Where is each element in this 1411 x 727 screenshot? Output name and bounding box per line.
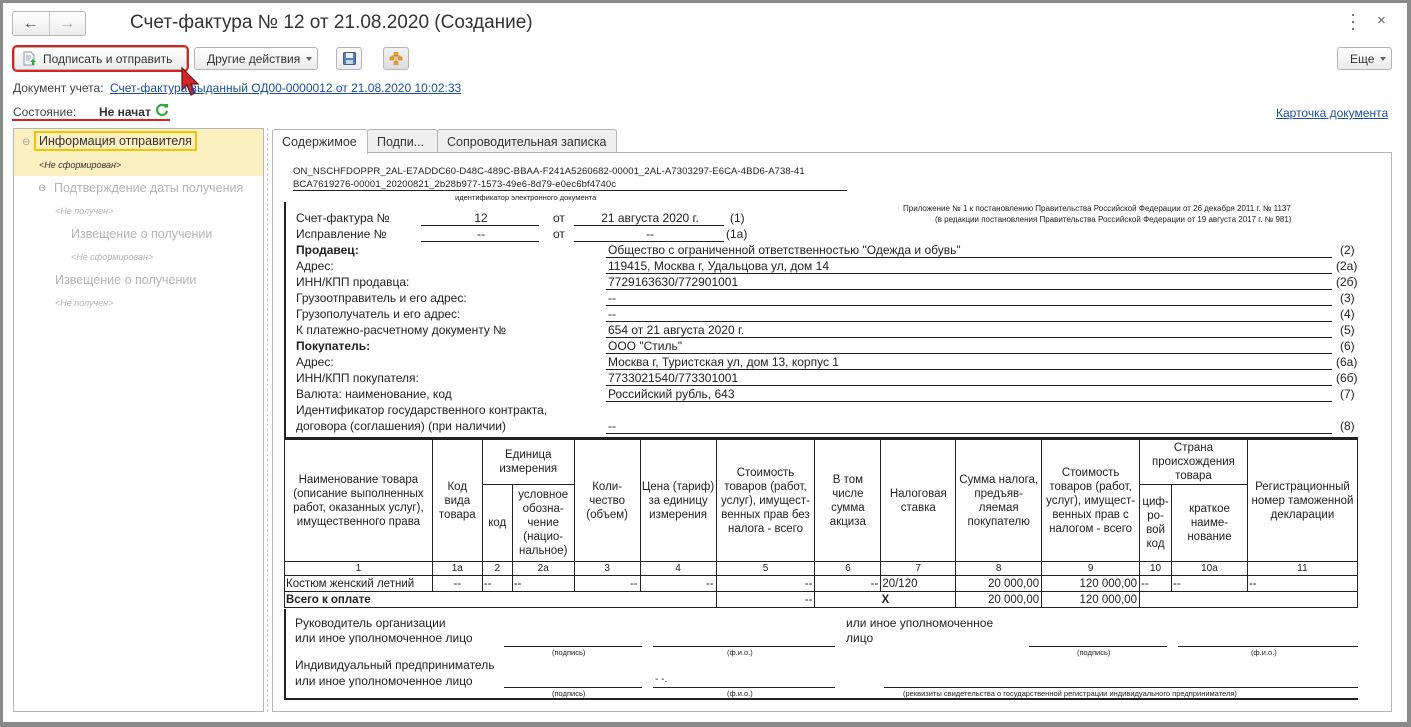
header-customs-declaration: Регистрационный номер таможенной декларации	[1247, 440, 1357, 562]
more-menu-icon[interactable]	[1350, 14, 1356, 30]
tab-cover-note[interactable]: Сопроводительная записка	[437, 129, 617, 153]
close-button[interactable]: ×	[1377, 12, 1386, 29]
column-number: 5	[716, 562, 815, 576]
contract-value: --	[606, 419, 1332, 434]
header-kind-code: Код вида товара	[432, 440, 482, 562]
tree-item-status: <Не получен>	[55, 298, 114, 308]
cell-tax-rate: 20/120	[881, 576, 956, 592]
accountant-label-line1: или иное уполномоченное	[846, 616, 994, 630]
sign-frame-left	[284, 609, 286, 700]
column-number: 8	[956, 562, 1042, 576]
cell-price: --	[640, 576, 716, 592]
accounting-document-label: Документ учета:	[13, 81, 104, 95]
field-label: Продавец:	[296, 243, 359, 257]
arrow-right-icon: →	[59, 14, 76, 32]
column-numbers-row	[285, 562, 1358, 576]
header-cost-without-tax: Стоимость товаров (работ, услуг), имущест-венных прав без налога - всего	[716, 440, 815, 562]
document-id-line2: BCA7619276-00001_20200821_2b28b977-1573-49e6-8d79-e0ec6bf4740c	[293, 179, 847, 191]
field-code: (2)	[1340, 243, 1355, 257]
sign-and-send-label: Подписать и отправить	[43, 51, 173, 66]
tree-item-receipt-notice[interactable]: Извещение о получении	[71, 227, 213, 241]
more-button[interactable]	[1337, 47, 1392, 70]
field-code: (6)	[1340, 339, 1355, 353]
cell-unit-name: --	[512, 576, 574, 592]
head-label-line2: или иное уполномоченное лицо	[295, 631, 473, 645]
cell-total: 120 000,00	[1042, 576, 1140, 592]
save-button[interactable]	[336, 47, 362, 70]
accountant-fio-line	[1178, 646, 1358, 647]
tree-item-sender-info[interactable]: Информация отправителя	[34, 131, 197, 151]
header-country-name: краткое наиме-нование	[1172, 485, 1248, 562]
field-code: (7)	[1340, 387, 1355, 401]
cell-tax-amount: 20 000,00	[956, 576, 1042, 592]
table-header-row	[285, 440, 1358, 485]
header-unit: Единица измерения	[482, 440, 574, 485]
document-id-caption: идентификатор электронного документа	[455, 193, 597, 202]
column-number: 4	[640, 562, 716, 576]
hierarchy-icon	[389, 52, 403, 65]
header-excise: В том числе сумма акциза	[815, 440, 881, 562]
field-value: --	[606, 307, 1332, 322]
table-row	[285, 576, 1358, 592]
chevron-down-icon	[1380, 57, 1386, 61]
refresh-icon[interactable]	[155, 103, 169, 117]
document-id-line1: ON_NSCHFDOPPR_2AL-E7ADDC60-D48C-489C-BBAA-F241A5260682-00001_2AL-A7303297-E6CA-4BD6-A738-41	[293, 166, 805, 177]
total-empty	[1140, 592, 1358, 608]
field-code: (6а)	[1336, 355, 1358, 369]
column-number: 7	[881, 562, 956, 576]
column-number: 1а	[432, 562, 482, 576]
invoice-no-value: 12	[421, 211, 539, 226]
invoice-frame-bottom	[284, 698, 1358, 700]
more-label: Еще	[1350, 51, 1375, 66]
column-number: 10а	[1172, 562, 1248, 576]
column-number: 2	[482, 562, 512, 576]
correction-from-label: от	[553, 227, 565, 241]
other-actions-label: Другие действия	[207, 51, 301, 66]
document-card-link[interactable]: Карточка документа	[1276, 106, 1389, 120]
column-number: 9	[1042, 562, 1140, 576]
ip-fio-value: - -.	[655, 674, 668, 685]
invoice-date-value: 21 августа 2020 г.	[574, 211, 724, 226]
field-label: Валюта: наименование, код	[296, 387, 452, 401]
cell-excise: --	[815, 576, 881, 592]
cell-quantity: --	[574, 576, 640, 592]
column-number: 10	[1140, 562, 1172, 576]
field-value: 654 от 21 августа 2020 г.	[606, 323, 1332, 338]
head-fio-caption: (ф.и.о.)	[727, 648, 753, 657]
header-country: Страна происхождения товара	[1140, 440, 1248, 485]
total-row	[285, 592, 1358, 608]
cell-customs: --	[1247, 576, 1357, 592]
ip-fio-caption: (ф.и.о.)	[727, 689, 753, 698]
field-label: Покупатель:	[296, 339, 371, 353]
field-code: (2а)	[1336, 259, 1358, 273]
field-label: Грузоотправитель и его адрес:	[296, 291, 467, 305]
correction-code: (1а)	[726, 227, 748, 241]
ip-fio-line	[653, 687, 835, 688]
state-value: Не начат	[99, 105, 151, 119]
field-value: 7729163630/772901001	[606, 275, 1332, 290]
header-unit-code: код	[482, 485, 512, 562]
head-signature-caption: (подпись)	[552, 648, 586, 657]
chevron-down-icon	[306, 57, 312, 61]
total-label: Всего к оплате	[285, 592, 717, 608]
field-label: ИНН/КПП покупателя:	[296, 371, 419, 385]
sign-and-send-button[interactable]	[14, 47, 187, 70]
tree-item-status: <Не сформирован>	[71, 252, 154, 262]
header-tax-rate: Налоговая ставка	[881, 440, 956, 562]
field-code: (5)	[1340, 323, 1355, 337]
accountant-signature-line	[1029, 646, 1167, 647]
annex-line2: (в редакции постановления Правительства Российской Федерации от 19 августа 2017 г. № 981)	[935, 215, 1292, 224]
field-code: (4)	[1340, 307, 1355, 321]
column-number: 11	[1247, 562, 1357, 576]
contract-label-line1: Идентификатор государственного контракта,	[296, 403, 548, 417]
document-upload-icon	[23, 51, 37, 66]
total-tax: 20 000,00	[956, 592, 1042, 608]
field-label: Адрес:	[296, 355, 334, 369]
cell-cost: --	[716, 576, 815, 592]
field-value: ООО "Стиль"	[606, 339, 1332, 354]
head-signature-line	[504, 646, 642, 647]
field-label: К платежно-расчетному документу №	[296, 323, 507, 337]
cell-name: Костюм женский летний	[285, 576, 433, 592]
invoice-frame-left	[284, 202, 286, 438]
ip-registration-caption: (реквизиты свидетельства о государственной регистрации индивидуального предпринимателя)	[903, 689, 1237, 698]
cell-country-name: --	[1172, 576, 1248, 592]
arrow-left-icon: ←	[22, 14, 39, 32]
field-label: Грузополучатель и его адрес:	[296, 307, 461, 321]
tab-content[interactable]: Содержимое	[272, 129, 368, 154]
total-excise: X	[815, 592, 956, 608]
accounting-document-link[interactable]: Счет-фактура выданный ОД00-0000012 от 21.08.2020 10:02:33	[110, 81, 462, 95]
contract-code: (8)	[1340, 419, 1355, 433]
field-value: 7733021540/773301001	[606, 371, 1332, 386]
back-button[interactable]	[13, 12, 49, 35]
cell-unit-code: --	[482, 576, 512, 592]
accountant-fio-caption: (ф.и.о.)	[1251, 648, 1277, 657]
column-number: 2а	[512, 562, 574, 576]
window-title: Счет-фактура № 12 от 21.08.2020 (Создание)	[130, 12, 533, 33]
head-fio-line	[653, 646, 835, 647]
ip-signature-caption: (подпись)	[552, 689, 586, 698]
tree-item-receipt-date-confirmation[interactable]: Подтверждение даты получения	[54, 181, 244, 195]
field-value: 119415, Москва г, Удальцова ул, дом 14	[606, 259, 1332, 274]
ip-signature-line	[504, 687, 642, 688]
ip-registration-line	[884, 687, 1358, 688]
field-label: ИНН/КПП продавца:	[296, 275, 410, 289]
column-number: 6	[815, 562, 881, 576]
tab-signatures[interactable]: Подпи...	[367, 129, 438, 153]
total-sum: 120 000,00	[1042, 592, 1140, 608]
annex-line1: Приложение № 1 к постановлению Правительства Российской Федерации от 26 декабря 2011 г. № 1137	[903, 204, 1291, 213]
header-unit-name: условное обозна-чение (нацио-нальное)	[512, 485, 574, 562]
correction-no-value: --	[421, 227, 539, 242]
column-number: 1	[285, 562, 433, 576]
field-value: --	[606, 291, 1332, 306]
header-price: Цена (тариф) за единицу измерения	[640, 440, 716, 562]
correction-label: Исправление №	[296, 227, 387, 241]
ip-label-line2: или иное уполномоченное лицо	[295, 674, 473, 688]
invoice-from-label: от	[553, 211, 565, 225]
correction-date-value: --	[574, 227, 724, 242]
field-label: Адрес:	[296, 259, 334, 273]
collapse-icon[interactable]: ⊖	[38, 183, 47, 194]
tree-item-status: <Не сформирован>	[39, 160, 122, 170]
accountant-label-line2: лицо	[846, 631, 874, 645]
collapse-icon[interactable]: ⊖	[22, 137, 31, 148]
field-code: (3)	[1340, 291, 1355, 305]
ip-label-line1: Индивидуальный предприниматель	[295, 658, 495, 672]
forward-button[interactable]	[49, 12, 86, 35]
floppy-disk-icon	[343, 52, 356, 65]
accountant-signature-caption: (подпись)	[1077, 648, 1111, 657]
invoice-code: (1)	[730, 211, 745, 225]
navigation-buttons	[12, 11, 86, 36]
field-code: (6б)	[1336, 371, 1358, 385]
header-name: Наименование товара (описание выполненных работ, оказанных услуг), имущественного права	[285, 440, 433, 562]
state-underline	[12, 119, 170, 121]
field-code: (2б)	[1336, 275, 1358, 289]
cell-kind-code: --	[432, 576, 482, 592]
total-cost: --	[716, 592, 815, 608]
header-quantity: Коли-чество (объем)	[574, 440, 640, 562]
document-tree	[13, 128, 264, 712]
header-tax-amount: Сумма налога, предъяв-ляемая покупателю	[956, 440, 1042, 562]
column-number: 3	[574, 562, 640, 576]
field-value: Москва г, Туристская ул, дом 13, корпус 1	[606, 355, 1332, 370]
state-label: Состояние:	[13, 105, 77, 119]
head-label-line1: Руководитель организации	[295, 616, 446, 630]
panel-splitter[interactable]	[267, 128, 268, 712]
invoice-no-label: Счет-фактура №	[296, 211, 390, 225]
header-cost-with-tax: Стоимость товаров (работ, услуг), имущест-венных прав с налогом - всего	[1042, 440, 1140, 562]
tree-item-status: <Не получен>	[55, 206, 114, 216]
invoice-items-table	[284, 439, 1358, 608]
tree-item-receipt-notice[interactable]: Извещение о получении	[55, 273, 197, 287]
cell-country-code: --	[1140, 576, 1172, 592]
header-country-code: циф-ро-вой код	[1140, 485, 1172, 562]
contract-label-line2: договора (соглашения) (при наличии)	[296, 419, 506, 433]
field-value: Общество с ограниченной ответственностью "Одежда и обувь"	[606, 243, 1332, 258]
document-structure-button[interactable]	[383, 47, 409, 70]
field-value: Российский рубль, 643	[606, 387, 1332, 402]
other-actions-button[interactable]	[194, 47, 318, 70]
